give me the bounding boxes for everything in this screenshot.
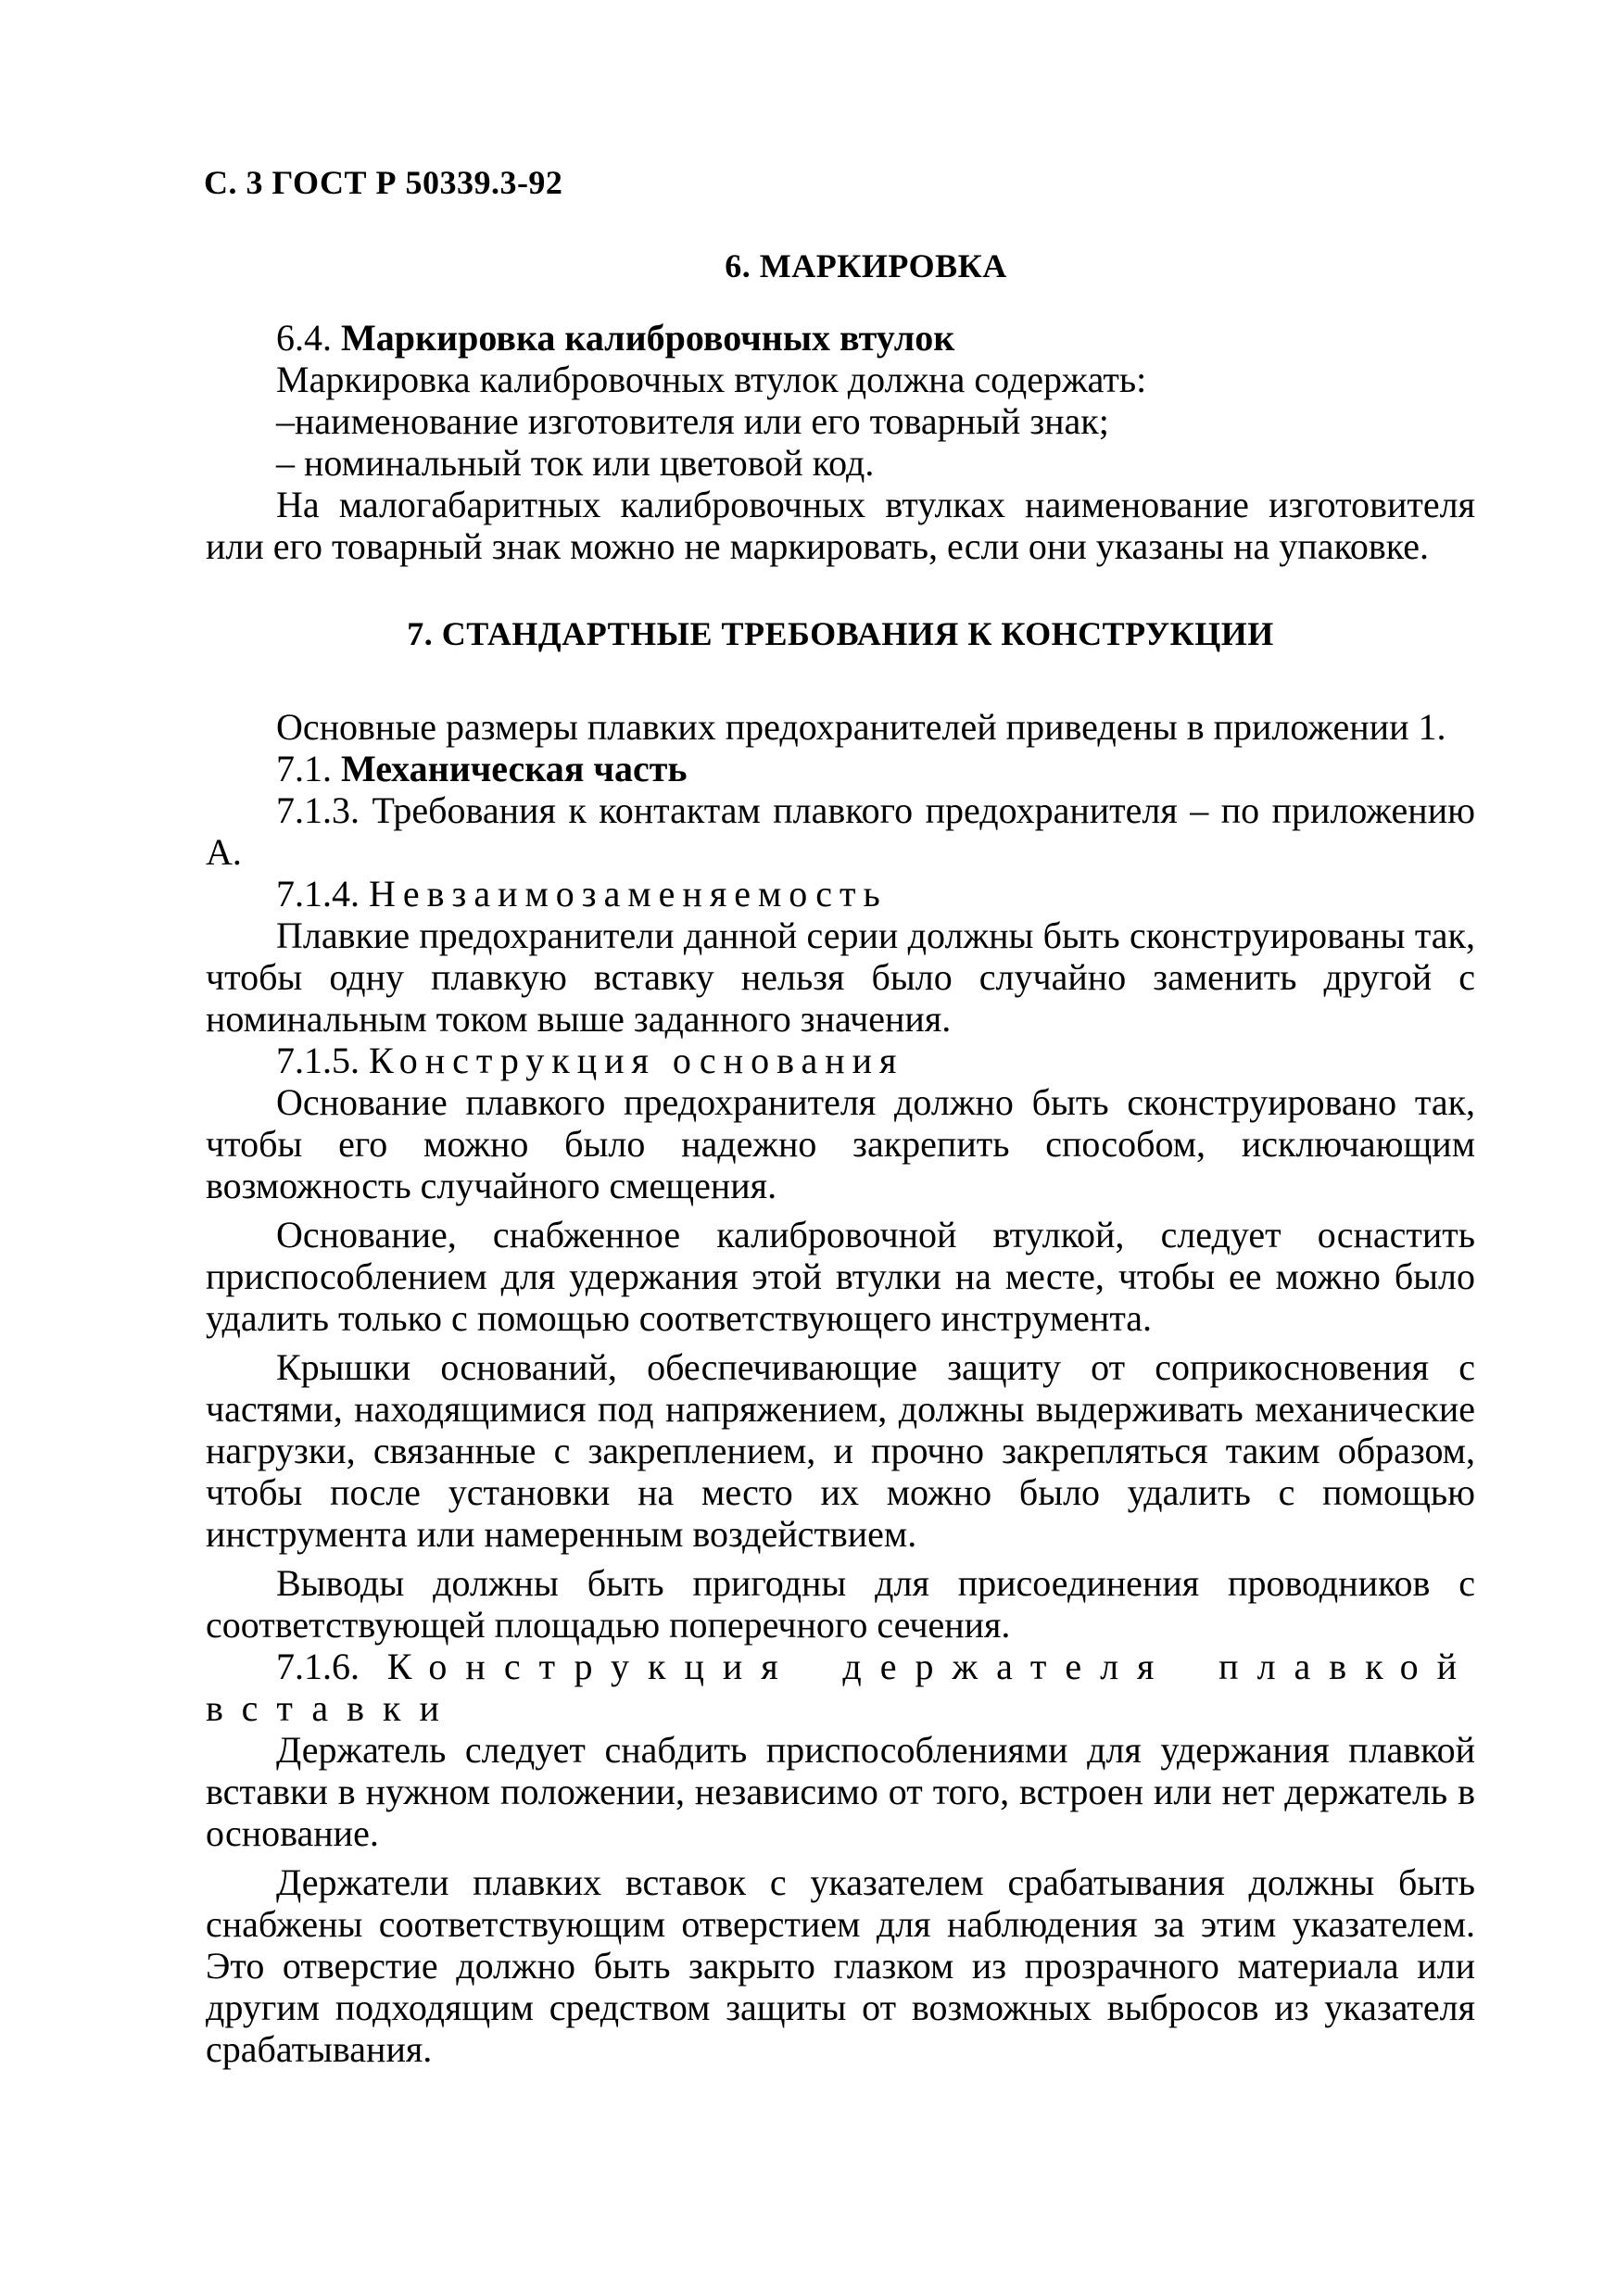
section-6-title: 6. МАРКИРОВКА [725,247,1007,284]
subsection-7-1-4-heading [206,873,1475,915]
marking-item-1: –наименование изготовителя или его товарный знак; [276,400,1109,442]
subsection-7-1-5-heading [206,1040,1475,1081]
subsection-7-1-6-number: 7.1.6. [276,1646,360,1687]
subsection-7-1-6-paragraph-2: Держатели плавких вставок с указателем срабатывания должны быть снабжены соответствующим отверстием для наблюдения за этим указателем. Это отверстие должно быть закрыто глазком из прозрачного материала или другим подходящим средством защиты от возможных выбросов из указателя срабатывания. [206,1861,1475,2070]
subsection-7-1-6-paragraph-1: Держатель следует снабдить приспособлениями для удержания плавкой вставки в нужном положении, независимо от того, встроен или нет держатель в основание. [206,1729,1475,1854]
subsection-7-1-heading [206,748,1475,789]
subsection-7-1-4-text: Плавкие предохранители данной серии должны быть сконструированы так, чтобы одну плавкую вставку нельзя было случайно заменить другой с номинальным током выше заданного значения. [206,915,1475,1040]
subsection-7-1-5-number: 7.1.5. [276,1040,360,1081]
marking-intro: Маркировка калибровочных втулок должна содержать: [276,359,1147,400]
subsection-7-1-5-paragraph-4: Выводы должны быть пригодны для присоединения проводников с соответствующей площадью поперечного сечения. [206,1562,1475,1646]
subsection-7-1-number: 7.1. [276,748,332,789]
marking-item-2: – номинальный ток или цветовой код. [276,442,875,484]
subsection-7-1-4-number: 7.1.4. [276,873,360,915]
subsection-7-1-5-paragraph-1: Основание плавкого предохранителя должно быть сконструировано так, чтобы его можно было надежно закрепить способом, исключающим возможность случайного смещения. [206,1081,1475,1206]
subsection-7-1-5-title: Конструкция основания [369,1040,904,1081]
subsection-7-1-3: 7.1.3. Требования к контактам плавкого предохранителя – по приложению А. [206,789,1475,873]
subsection-7-1-6-title: Конструкция держателя плавкой вставки [206,1646,1475,1729]
subsection-6-4-title: Маркировка калибровочных втулок [341,317,955,359]
subsection-7-1-5-paragraph-3: Крышки оснований, обеспечивающие защиту от соприкосновения с частями, находящимися под напряжением, должны выдерживать механические нагрузки, связанные с закреплением, и прочно закрепляться таким образом, чтобы после установки на место их можно было удалить с помощью инструмента или намеренным воздействием. [206,1346,1475,1555]
section-7-intro: Основные размеры плавких предохранителей приведены в приложении 1. [276,706,1446,748]
section-7-title: 7. СТАНДАРТНЫЕ ТРЕБОВАНИЯ К КОНСТРУКЦИИ [407,615,1274,652]
subsection-6-4-heading [206,317,1475,359]
subsection-7-1-5-paragraph-2: Основание, снабженное калибровочной втулкой, следует оснастить приспособлением для удержания этой втулки на месте, чтобы ее можно было удалить только с помощью соответствующего инструмента. [206,1214,1475,1339]
subsection-7-1-title: Механическая часть [341,748,688,789]
subsection-7-1-6-heading [206,1646,1475,1729]
page-header: С. 3 ГОСТ Р 50339.3-92 [204,164,563,201]
marking-note: На малогабаритных калибровочных втулках наименование изготовителя или его товарный знак можно не маркировать, если они указаны на упаковке. [206,484,1475,567]
document-body [206,246,1475,2070]
subsection-6-4-number: 6.4. [276,317,332,359]
subsection-7-1-4-title: Невзаимозаменяемость [369,873,888,915]
